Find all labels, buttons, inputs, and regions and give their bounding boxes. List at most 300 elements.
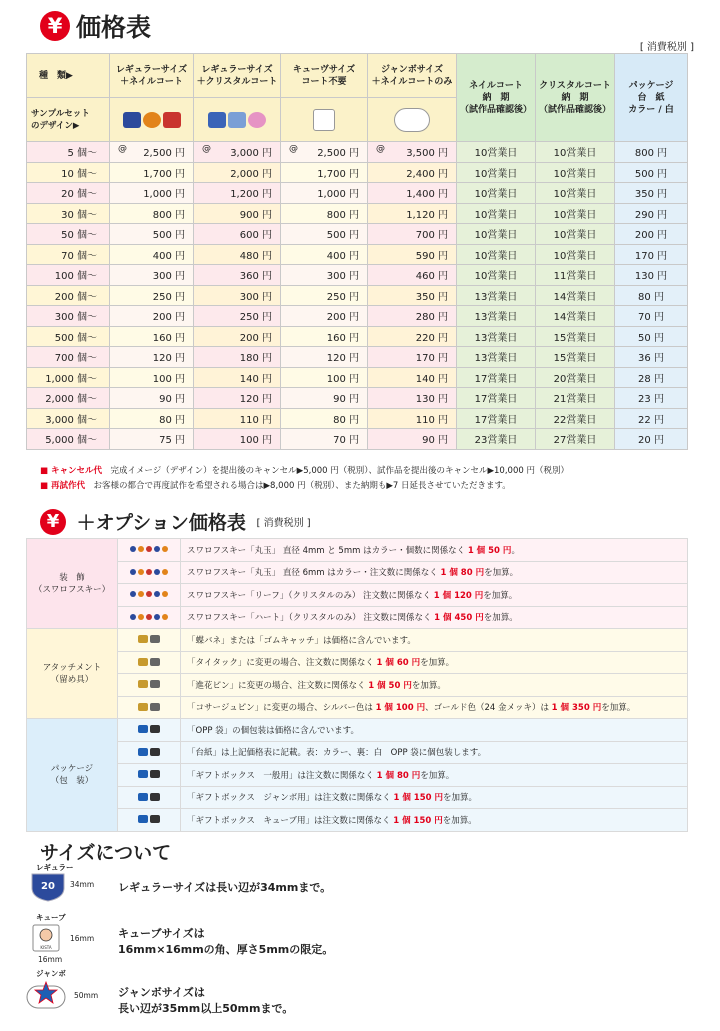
col-nail-lead: ネイルコート 納 期 （試作品確認後） (457, 54, 536, 142)
option-price: 1 個 150 円 (393, 793, 443, 804)
shield-icon (123, 112, 141, 128)
cell-value: 170 円 (634, 250, 668, 262)
cell-value: 1,000 円 (143, 189, 185, 201)
option-desc: 「コサージュピン」に変更の場合、シルバー色は (187, 703, 376, 714)
price-package (615, 388, 688, 409)
price-table (26, 53, 688, 450)
price-regular-nail (110, 142, 194, 163)
cell-value: 110 円 (415, 414, 448, 426)
cell-value: 140 円 (239, 373, 272, 385)
price-row (27, 347, 688, 368)
option-item-icon (118, 786, 181, 809)
cell-value: 10営業日 (474, 168, 518, 180)
option-row (27, 696, 688, 719)
cell-value: 200 個～ (54, 291, 97, 303)
option-item-icon (118, 809, 181, 832)
price-regular-crystal (194, 162, 281, 183)
price-jumbo (368, 203, 457, 224)
flower-icon (248, 112, 266, 128)
cell-value: 160 円 (326, 332, 359, 344)
lead-nail (457, 285, 536, 306)
cell-value: 10営業日 (553, 230, 597, 242)
option-text (181, 606, 688, 629)
option-row (27, 786, 688, 809)
option-item-icon (118, 741, 181, 764)
jumbo-text-2: 長い辺が35mm以上50mmまで。 (118, 1002, 294, 1015)
ornament-icon (138, 591, 144, 597)
lead-nail (457, 306, 536, 327)
ornament-icon (138, 614, 144, 620)
cell-value: 220 円 (415, 332, 448, 344)
cube-icon (32, 924, 60, 952)
price-package (615, 183, 688, 204)
lead-nail (457, 162, 536, 183)
option-desc: スワロフスキー「リーフ」（クリスタルのみ） 注文数に関係なく (187, 590, 434, 601)
option-category: 装 飾 （スワロフスキー） (27, 539, 118, 629)
cube-badge-text: KISTA (40, 945, 52, 950)
option-text (181, 651, 688, 674)
cell-value: 75 円 (159, 435, 185, 447)
lead-crystal (536, 162, 615, 183)
price-package (615, 203, 688, 224)
notes (40, 464, 569, 494)
lead-nail (457, 408, 536, 429)
cell-value: 80 円 (159, 414, 185, 426)
cell-value: 2,400 円 (406, 168, 448, 180)
option-category: パッケージ （包 装） (27, 719, 118, 832)
option-desc: を加算。 (443, 793, 478, 804)
cell-value: 110 円 (239, 414, 272, 426)
price-cube (281, 326, 368, 347)
col-regular-nail: レギュラーサイズ ＋ネイルコート (110, 54, 194, 98)
lead-crystal (536, 408, 615, 429)
cell-value: 120 円 (239, 394, 272, 406)
cell-value: 17営業日 (474, 414, 518, 426)
jumbo-label: ジャンボ (36, 969, 66, 978)
option-text (181, 809, 688, 832)
option-row (27, 539, 688, 562)
price-jumbo (368, 429, 457, 450)
cell-value: 28 円 (638, 373, 664, 385)
price-regular-crystal (194, 285, 281, 306)
price-package (615, 224, 688, 245)
ornament-icon (138, 658, 148, 666)
tax-note: [ 消費税別 ] (639, 42, 694, 53)
cell-value: 250 円 (152, 291, 185, 303)
cell-value: 350 円 (415, 291, 448, 303)
option-desc: を加算。 (442, 815, 477, 826)
cell-value: 200 円 (239, 332, 272, 344)
sample-jumbo (368, 98, 457, 142)
cell-value: 80 円 (333, 414, 359, 426)
at-mark: @ (289, 144, 298, 155)
price-regular-crystal (194, 326, 281, 347)
cell-value: 1,700 円 (317, 168, 359, 180)
ornament-icon (130, 569, 136, 575)
cell-value: 500 円 (634, 168, 668, 180)
cell-value: 10営業日 (553, 250, 597, 262)
flower-icon (143, 112, 161, 128)
cell-value: 10営業日 (474, 250, 518, 262)
emblem-icon (163, 112, 181, 128)
cell-value: 3,500 円 (406, 148, 448, 160)
option-text (181, 719, 688, 742)
badge-icon (228, 112, 246, 128)
lead-nail (457, 429, 536, 450)
regular-label: レギュラー (36, 863, 74, 872)
option-desc: 「蝶バネ」または「ゴムキャッチ」は価格に含んでいます。 (187, 635, 416, 646)
option-desc: 「ギフトボックス 一般用」は注文数に関係なく (187, 770, 377, 781)
cell-value: 10営業日 (474, 230, 518, 242)
sample-regular-nail (110, 98, 194, 142)
sample-cube (281, 98, 368, 142)
option-desc: 「OPP 袋」の個包装は価格に含んでいます。 (187, 725, 359, 736)
option-price: 1 個 350 円 (551, 703, 602, 714)
option-row (27, 561, 688, 584)
option-text (181, 674, 688, 697)
price-row (27, 224, 688, 245)
price-package (615, 142, 688, 163)
cell-value: 300 個～ (54, 312, 97, 324)
cell-value: 22営業日 (553, 414, 597, 426)
cell-value: 300 円 (239, 291, 272, 303)
cell-value: 2,000 個～ (45, 394, 97, 406)
price-regular-crystal (194, 408, 281, 429)
option-item-icon (118, 629, 181, 652)
price-regular-crystal (194, 142, 281, 163)
cell-value: 90 円 (159, 394, 185, 406)
lead-nail (457, 183, 536, 204)
lead-nail (457, 142, 536, 163)
price-jumbo (368, 388, 457, 409)
option-row (27, 809, 688, 832)
price-cube (281, 162, 368, 183)
ornament-icon (138, 815, 148, 823)
option-text (181, 764, 688, 787)
cell-value: 22 円 (638, 414, 664, 426)
price-regular-crystal (194, 429, 281, 450)
cell-value: 500 個～ (54, 332, 97, 344)
option-row (27, 584, 688, 607)
price-cube (281, 429, 368, 450)
cell-value: 590 円 (415, 250, 448, 262)
option-desc: スワロフスキー「丸玉」 直径 4mm と 5mm はカラー・個数に関係なく (187, 545, 468, 556)
ornament-icon (162, 546, 168, 552)
cube-text-1: キューブサイズは (118, 927, 205, 940)
cell-value: 700 円 (415, 230, 448, 242)
ornament-icon (150, 748, 160, 756)
lead-crystal (536, 203, 615, 224)
price-regular-nail (110, 367, 194, 388)
option-rows (27, 539, 688, 832)
price-jumbo (368, 408, 457, 429)
cell-value: 23営業日 (474, 435, 518, 447)
cell-value: 5,000 個～ (45, 435, 97, 447)
price-package (615, 347, 688, 368)
option-text (181, 696, 688, 719)
ornament-icon (138, 725, 148, 733)
price-regular-crystal (194, 367, 281, 388)
regular-mm: 34mm (70, 880, 95, 889)
ornament-icon (146, 569, 152, 575)
option-desc: を加算。 (420, 658, 455, 669)
cell-value: 250 円 (326, 291, 359, 303)
price-jumbo (368, 224, 457, 245)
cell-value: 300 円 (326, 271, 359, 283)
cube-text-2: 16mm×16mmの角、厚さ5mmの限定。 (118, 943, 334, 956)
cell-value: 90 円 (422, 435, 448, 447)
lead-crystal (536, 183, 615, 204)
option-item-icon (118, 651, 181, 674)
regular-text: レギュラーサイズは長い辺が34mmまで。 (118, 881, 332, 894)
ornament-icon (138, 793, 148, 801)
price-row (27, 203, 688, 224)
ornament-icon (138, 635, 148, 643)
cell-value: 500 円 (152, 230, 185, 242)
price-package (615, 162, 688, 183)
cell-value: 1,000 個～ (45, 373, 97, 385)
cell-value: 13営業日 (474, 291, 518, 303)
cell-value: 10営業日 (553, 148, 597, 160)
option-desc: 「ギフトボックス キューブ用」は注文数に関係なく (187, 815, 394, 826)
option-desc: 「タイタック」に変更の場合、注文数に関係なく (187, 658, 377, 669)
cell-value: 100 個～ (54, 271, 97, 283)
cell-value: 400 円 (152, 250, 185, 262)
ornament-icon (150, 635, 160, 643)
quantity-cell (27, 306, 110, 327)
cell-value: 10営業日 (474, 209, 518, 221)
cell-value: 200 円 (634, 230, 668, 242)
price-regular-nail (110, 265, 194, 286)
col-jumbo: ジャンボサイズ ＋ネイルコートのみ (368, 54, 457, 98)
cube-icon (313, 109, 335, 131)
quantity-cell (27, 285, 110, 306)
price-regular-nail (110, 224, 194, 245)
option-item-icon (118, 764, 181, 787)
cell-value: 20 円 (638, 435, 664, 447)
price-regular-nail (110, 162, 194, 183)
cell-value: 50 円 (638, 332, 664, 344)
quantity-cell (27, 326, 110, 347)
regular-shield-icon (30, 872, 66, 902)
option-desc: 、ゴールド色（24 金メッキ）は (425, 703, 552, 714)
ornament-icon (150, 703, 160, 711)
lead-crystal (536, 388, 615, 409)
sample-regular-crystal (194, 98, 281, 142)
cell-value: 160 円 (152, 332, 185, 344)
lead-crystal (536, 244, 615, 265)
regular-badge-text: 20 (41, 881, 55, 892)
price-row (27, 429, 688, 450)
ornament-icon (162, 614, 168, 620)
price-regular-crystal (194, 224, 281, 245)
lead-crystal (536, 326, 615, 347)
ornament-icon (146, 546, 152, 552)
cell-value: 130 円 (634, 271, 668, 283)
price-package (615, 326, 688, 347)
ornament-icon (138, 569, 144, 575)
quantity-cell (27, 142, 110, 163)
cell-value: 140 円 (415, 373, 448, 385)
price-cube (281, 142, 368, 163)
quantity-cell (27, 367, 110, 388)
price-cube (281, 244, 368, 265)
lead-crystal (536, 306, 615, 327)
shield-icon (208, 112, 226, 128)
cell-value: 2,000 円 (230, 168, 272, 180)
cell-value: 3,000 円 (230, 148, 272, 160)
cell-value: 460 円 (415, 271, 448, 283)
cell-value: 70 個～ (61, 250, 97, 262)
col-crystal-lead: クリスタルコート 納 期 （試作品確認後） (536, 54, 615, 142)
price-package (615, 306, 688, 327)
option-price: 1 個 150 円 (393, 815, 443, 826)
price-jumbo (368, 367, 457, 388)
price-jumbo (368, 347, 457, 368)
cell-value: 170 円 (415, 353, 448, 365)
cell-value: 70 円 (333, 435, 359, 447)
price-regular-crystal (194, 347, 281, 368)
price-cube (281, 183, 368, 204)
option-desc: 「台紙」は上記価格表に記載。表：カラー、裏：白 OPP 袋に個包装します。 (187, 748, 487, 759)
cube-mm-bottom: 16mm (38, 955, 63, 964)
ornament-icon (154, 614, 160, 620)
option-text (181, 561, 688, 584)
cell-value: 800 円 (152, 209, 185, 221)
option-text (181, 786, 688, 809)
option-row (27, 764, 688, 787)
cell-value: 3,000 個～ (45, 414, 97, 426)
cell-value: 21営業日 (553, 394, 597, 406)
cell-value: 100 円 (326, 373, 359, 385)
cell-value: 800 円 (634, 148, 668, 160)
lead-nail (457, 265, 536, 286)
price-package (615, 429, 688, 450)
lead-crystal (536, 367, 615, 388)
type-label: 種 類▶ (27, 54, 110, 98)
price-jumbo (368, 142, 457, 163)
cell-value: 200 円 (152, 312, 185, 324)
cell-value: 400 円 (326, 250, 359, 262)
lead-nail (457, 347, 536, 368)
lead-nail (457, 326, 536, 347)
cell-value: 17営業日 (474, 394, 518, 406)
price-regular-nail (110, 285, 194, 306)
option-row (27, 651, 688, 674)
option-text (181, 584, 688, 607)
ornament-icon (138, 680, 148, 688)
price-row (27, 388, 688, 409)
cell-value: 13営業日 (474, 312, 518, 324)
cell-value: 5 個～ (67, 148, 97, 160)
option-desc: スワロフスキー「丸玉」 直径 6mm はカラー・注文数に関係なく (187, 568, 441, 579)
cell-value: 30 個～ (61, 209, 97, 221)
price-jumbo (368, 162, 457, 183)
cell-value: 900 円 (239, 209, 272, 221)
cell-value: 10営業日 (474, 271, 518, 283)
price-jumbo (368, 285, 457, 306)
cell-value: 600 円 (239, 230, 272, 242)
price-regular-crystal (194, 388, 281, 409)
option-row (27, 674, 688, 697)
cell-value: 10営業日 (553, 209, 597, 221)
jumbo-star-icon (26, 980, 66, 1010)
ornament-icon (138, 770, 148, 778)
option-price: 1 個 120 円 (433, 590, 484, 601)
quantity-cell (27, 203, 110, 224)
cell-value: 280 円 (415, 312, 448, 324)
price-row (27, 306, 688, 327)
cell-value: 1,400 円 (406, 189, 448, 201)
jumbo-text-1: ジャンボサイズは (118, 986, 205, 999)
price-rows (27, 142, 688, 450)
yen-icon: ¥ (40, 11, 70, 41)
price-package (615, 285, 688, 306)
option-title: ¥ ＋オプション価格表 [ 消費税別 ] (40, 508, 311, 535)
cell-value: 1,120 円 (406, 209, 448, 221)
price-row (27, 244, 688, 265)
option-price: 1 個 100 円 (375, 703, 426, 714)
price-cube (281, 408, 368, 429)
option-desc: を加算。 (411, 680, 446, 691)
ornament-icon (150, 815, 160, 823)
cube-label: キューブ (36, 913, 66, 922)
cube-mm-side: 16mm (70, 934, 95, 943)
col-cube: キューヴサイズ コート不要 (281, 54, 368, 98)
cell-value: 10 個～ (61, 168, 97, 180)
option-item-icon (118, 674, 181, 697)
cell-value: 10営業日 (553, 168, 597, 180)
cell-value: 27営業日 (553, 435, 597, 447)
cell-value: 1,000 円 (317, 189, 359, 201)
option-price: 1 個 50 円 (467, 545, 512, 556)
price-jumbo (368, 183, 457, 204)
design-label: サンプルセット のデザイン▶ (27, 98, 110, 142)
cell-value: 290 円 (634, 209, 668, 221)
lead-nail (457, 388, 536, 409)
price-package (615, 265, 688, 286)
ornament-icon (138, 703, 148, 711)
option-item-icon (118, 584, 181, 607)
option-item-icon (118, 719, 181, 742)
yen-icon: ¥ (40, 509, 66, 535)
at-mark: @ (202, 144, 211, 155)
price-regular-nail (110, 347, 194, 368)
option-price: 1 個 50 円 (368, 680, 412, 691)
col-regular-crystal: レギュラーサイズ ＋クリスタルコート (194, 54, 281, 98)
option-item-icon (118, 539, 181, 562)
quantity-cell (27, 408, 110, 429)
cell-value: 800 円 (326, 209, 359, 221)
option-row (27, 741, 688, 764)
price-cube (281, 285, 368, 306)
ornament-icon (130, 614, 136, 620)
price-jumbo (368, 306, 457, 327)
cell-value: 70 円 (638, 312, 664, 324)
option-item-icon (118, 606, 181, 629)
price-regular-nail (110, 203, 194, 224)
price-cube (281, 388, 368, 409)
price-row (27, 265, 688, 286)
price-regular-crystal (194, 203, 281, 224)
jumbo-mm: 50mm (74, 991, 99, 1000)
cell-value: 10営業日 (474, 189, 518, 201)
cell-value: 10営業日 (474, 148, 518, 160)
cell-value: 480 円 (239, 250, 272, 262)
cell-value: 2,500 円 (143, 148, 185, 160)
cell-value: 2,500 円 (317, 148, 359, 160)
option-desc: を加算。 (420, 770, 455, 781)
